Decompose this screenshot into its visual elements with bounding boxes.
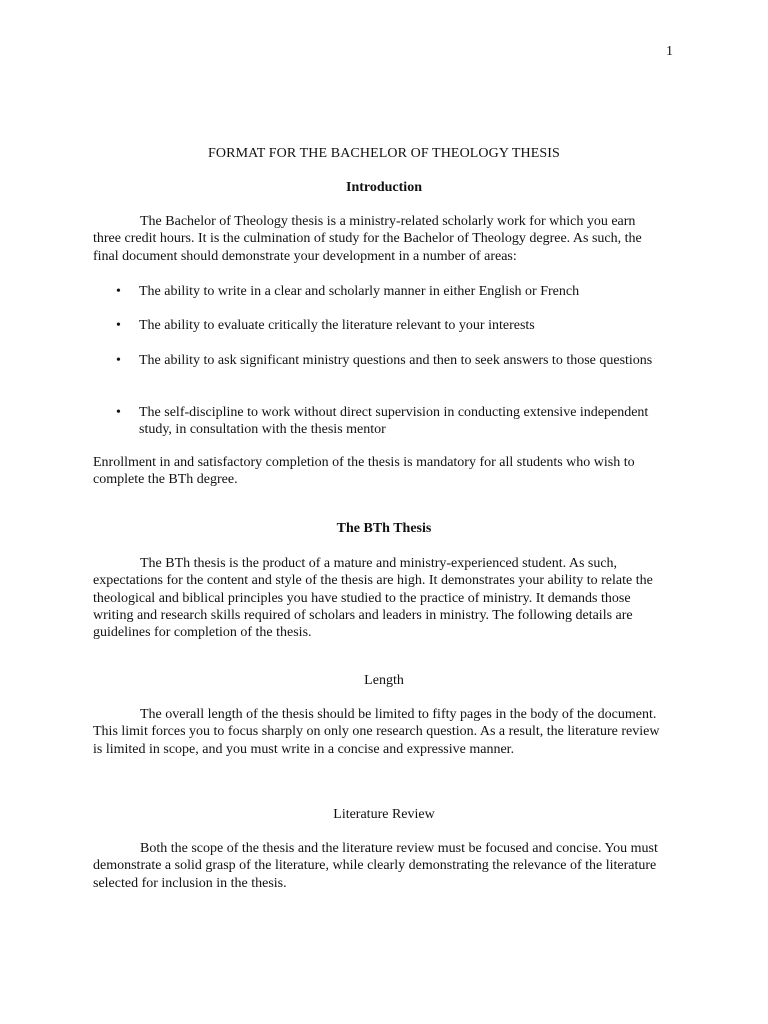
paragraph-enrollment: Enrollment in and satisfactory completion of the thesis is mandatory for all students who wish to complete the BTh degree. <box>93 455 635 488</box>
bullet-marker: • <box>116 284 121 299</box>
bullet-marker: • <box>116 318 121 333</box>
bullet-marker: • <box>116 405 121 420</box>
bullet-item-3 <box>116 352 661 369</box>
heading-bth-thesis: The BTh Thesis <box>336 521 432 536</box>
heading-literature-review: Literature Review <box>333 807 435 822</box>
bullet-item-2 <box>116 317 661 334</box>
bullet-text: The ability to write in a clear and scholarly manner in either English or French <box>139 284 580 299</box>
bullet-text: The ability to ask significant ministry questions and then to seek answers to those questions <box>139 353 653 368</box>
paragraph-bth-thesis: The BTh thesis is the product of a mature and ministry-experienced student. As such, expectations for the content and style of the thesis are high. It demonstrates your ability to relate the theological and biblical principles you have studied to the practice of ministry. It demands those writing and research skills required of scholars and leaders in ministry. The following details are guidelines for completion of the thesis. <box>93 556 653 641</box>
page-number: 1 <box>666 44 673 59</box>
bullet-item-4 <box>116 404 661 439</box>
bullet-text: The self-discipline to work without direct supervision in conducting extensive independent study, in consultation with the thesis mentor <box>139 405 649 438</box>
document-title: FORMAT FOR THE BACHELOR OF THEOLOGY THESIS <box>208 146 560 161</box>
paragraph-length: The overall length of the thesis should be limited to fifty pages in the body of the document. This limit forces you to focus sharply on only one research question. As a result, the literature review is limited in scope, and you must write in a concise and expressive manner. <box>93 707 660 757</box>
paragraph-introduction: The Bachelor of Theology thesis is a ministry-related scholarly work for which you earn three credit hours. It is the culmination of study for the Bachelor of Theology degree. As such, the final document should demonstrate your development in a number of areas: <box>93 214 642 264</box>
bullet-item-1 <box>116 283 661 300</box>
heading-introduction: Introduction <box>346 180 422 195</box>
heading-length: Length <box>364 673 404 688</box>
bullet-text: The ability to evaluate critically the literature relevant to your interests <box>139 318 535 333</box>
paragraph-literature-review: Both the scope of the thesis and the literature review must be focused and concise. You must demonstrate a solid grasp of the literature, while clearly demonstrating the relevance of the literature selected for inclusion in the thesis. <box>93 841 658 891</box>
bullet-marker: • <box>116 353 121 368</box>
